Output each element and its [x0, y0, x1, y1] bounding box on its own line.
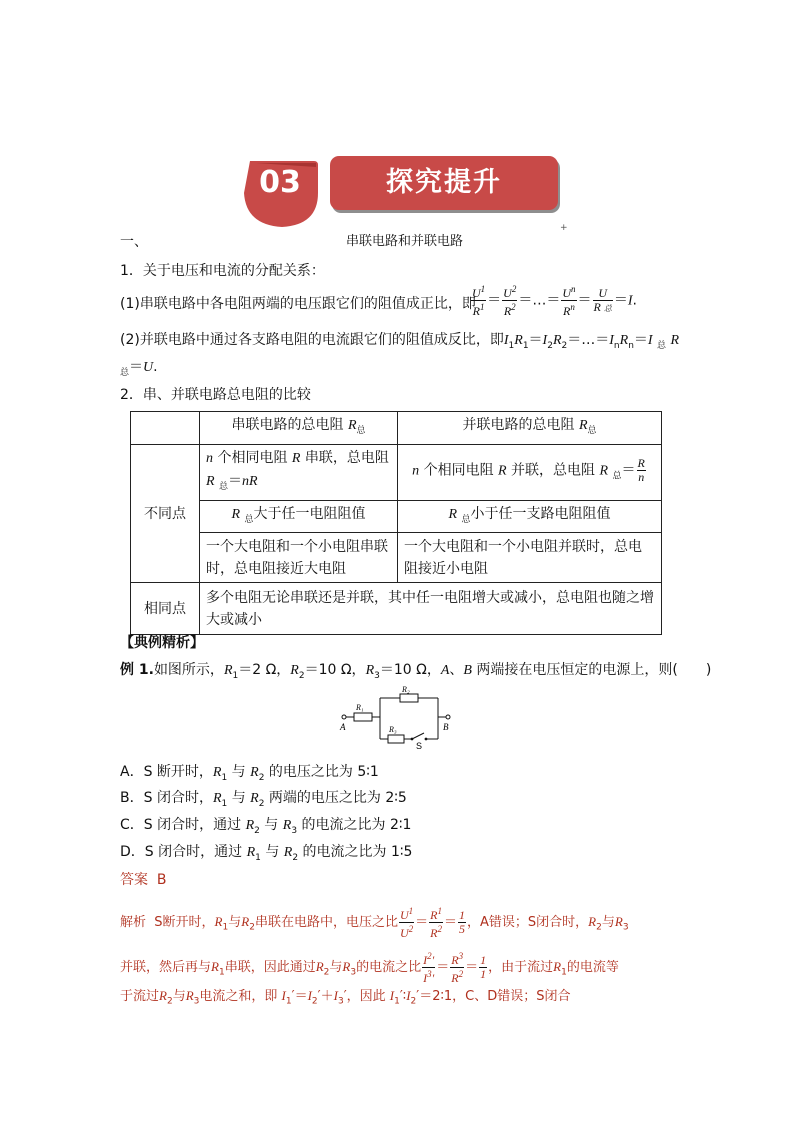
label-a: A — [340, 722, 346, 732]
section-title: 串联电路和并联电路 — [346, 234, 464, 249]
answer-line — [120, 870, 167, 890]
table-row1-parallel: n 个相同电阻 R 并联，总电阻 R $_总$＝ $\frac{R}{n}$ — [398, 444, 662, 500]
banner-number: 03 — [259, 165, 301, 200]
analysis-line-2: 并联，然后再与$R_1$串联，因此通过$R_2$与$R_3$的电流之比 $\frac{I^2'}{I^3'}$ ＝ $\frac{R^3}{R^2}$ ＝ $\frac{1}{1}$ ，由于流过$R_1$的电流等 — [120, 951, 619, 985]
example1-label: 例 1. — [120, 662, 154, 678]
analysis-line-1: 解析 S断开时，$R_1$与$R_2$串联在电路中，电压之比 $\frac{U^1}{U^2}$ ＝ $\frac{R^1}{R^2}$ ＝ $\frac{1}{5}$ ，A错误；S闭合时，$R_2$与$R_3$ — [120, 906, 629, 940]
terminal-b — [446, 715, 450, 719]
rule1-label: (1)串联电路中各电阻两端的电压跟它们的阻值成正比，即 — [120, 296, 476, 312]
table-row3-parallel: 一个大电阻和一个小电阻并联时，总电 阻接近小电阻 — [398, 533, 662, 583]
point2-title: 2．串、并联电路总电阻的比较 — [120, 387, 311, 403]
paragraph-mark: + — [560, 223, 568, 233]
table-row2-parallel: R $_总$小于任一支路电阻阻值 — [398, 500, 662, 533]
comparison-table — [130, 411, 662, 635]
table-same-label: 相同点 — [131, 583, 200, 635]
answer-value: B — [156, 872, 167, 888]
table-diff-label: 不同点 — [131, 444, 200, 583]
example1-question: 例 1.如图所示，$R_1=2$ Ω，$R_2=10$ Ω，$R_3=10$ Ω，A、B 两端接在电压恒定的电源上，则( ) — [120, 662, 712, 681]
table-header-parallel: 并联电路的总电阻 $R_总$ — [398, 412, 662, 445]
resistor-r2 — [400, 694, 418, 702]
table-corner — [131, 412, 200, 445]
table-header-series: 串联电路的总电阻 $R_总$ — [200, 412, 398, 445]
resistor-r1 — [354, 713, 372, 721]
option-a: A．S 断开时，$R_1$ 与 $R_2$ 的电压之比为 5∶1 — [120, 764, 379, 783]
banner-title: 探究提升 — [386, 167, 502, 198]
switch-s — [412, 733, 424, 739]
rule1-equation: $\frac{U^1}{R^1}$ ＝ $\frac{U^2}{R^2}$ ＝…＝ $\frac{U^n}{R^n}$ ＝ $\frac{U}{\text{R 总}}$ ＝I. — [472, 284, 637, 318]
table-same-content: 多个电阻无论串联还是并联，其中任一电阻增大或减小，总电阻也随之增 大或减小 — [200, 583, 662, 635]
section-index: 一、 — [120, 234, 148, 250]
rule1-text — [120, 294, 476, 314]
label-s: S — [416, 741, 423, 751]
rule2-text: (2)并联电路中通过各支路电阻的电流跟它们的阻值成反比，即$I_1R_1=I_2R_2=\dots=I_nR_n=I$ $_总$ R — [120, 332, 680, 351]
rule2-label: (2)并联电路中通过各支路电阻的电流跟它们的阻值成反比，即 — [120, 332, 504, 348]
table-row1-series: n 个相同电阻 R 串联，总电阻 R $_总$＝nR — [200, 444, 398, 500]
option-d: D．S 闭合时，通过 $R_1$ 与 $R_2$ 的电流之比为 1∶5 — [120, 844, 413, 863]
option-b: B．S 闭合时，$R_1$ 与 $R_2$ 两端的电压之比为 2∶5 — [120, 790, 407, 809]
analysis-line-3: 于流过$R_2$与$R_3$电流之和，即 $I_1'=I_2'+I_3'$，因此 $I_1'∶I_2'=2∶1$，C、D错误；S闭合 — [120, 988, 571, 1007]
label-b: B — [443, 722, 449, 732]
terminal-a — [342, 715, 346, 719]
answer-label: 答案 — [120, 872, 148, 888]
label-r3: R₃ — [389, 725, 397, 734]
option-c: C．S 闭合时，通过 $R_2$ 与 $R_3$ 的电流之比为 2∶1 — [120, 817, 412, 836]
point1-title: 1．关于电压和电流的分配关系： — [120, 263, 325, 279]
circuit-diagram — [336, 684, 460, 752]
label-r2: R₂ — [402, 685, 410, 694]
table-row3-series: 一个大电阻和一个小电阻串联 时，总电阻接近大电阻 — [200, 533, 398, 583]
table-row2-series: R $_总$大于任一电阻阻值 — [200, 500, 398, 533]
rule2-equation-cont: $_总$＝U. — [120, 359, 158, 378]
resistor-r3 — [388, 735, 404, 743]
label-r1: R₁ — [356, 703, 364, 712]
example-header: 【典例精析】 — [120, 635, 204, 651]
